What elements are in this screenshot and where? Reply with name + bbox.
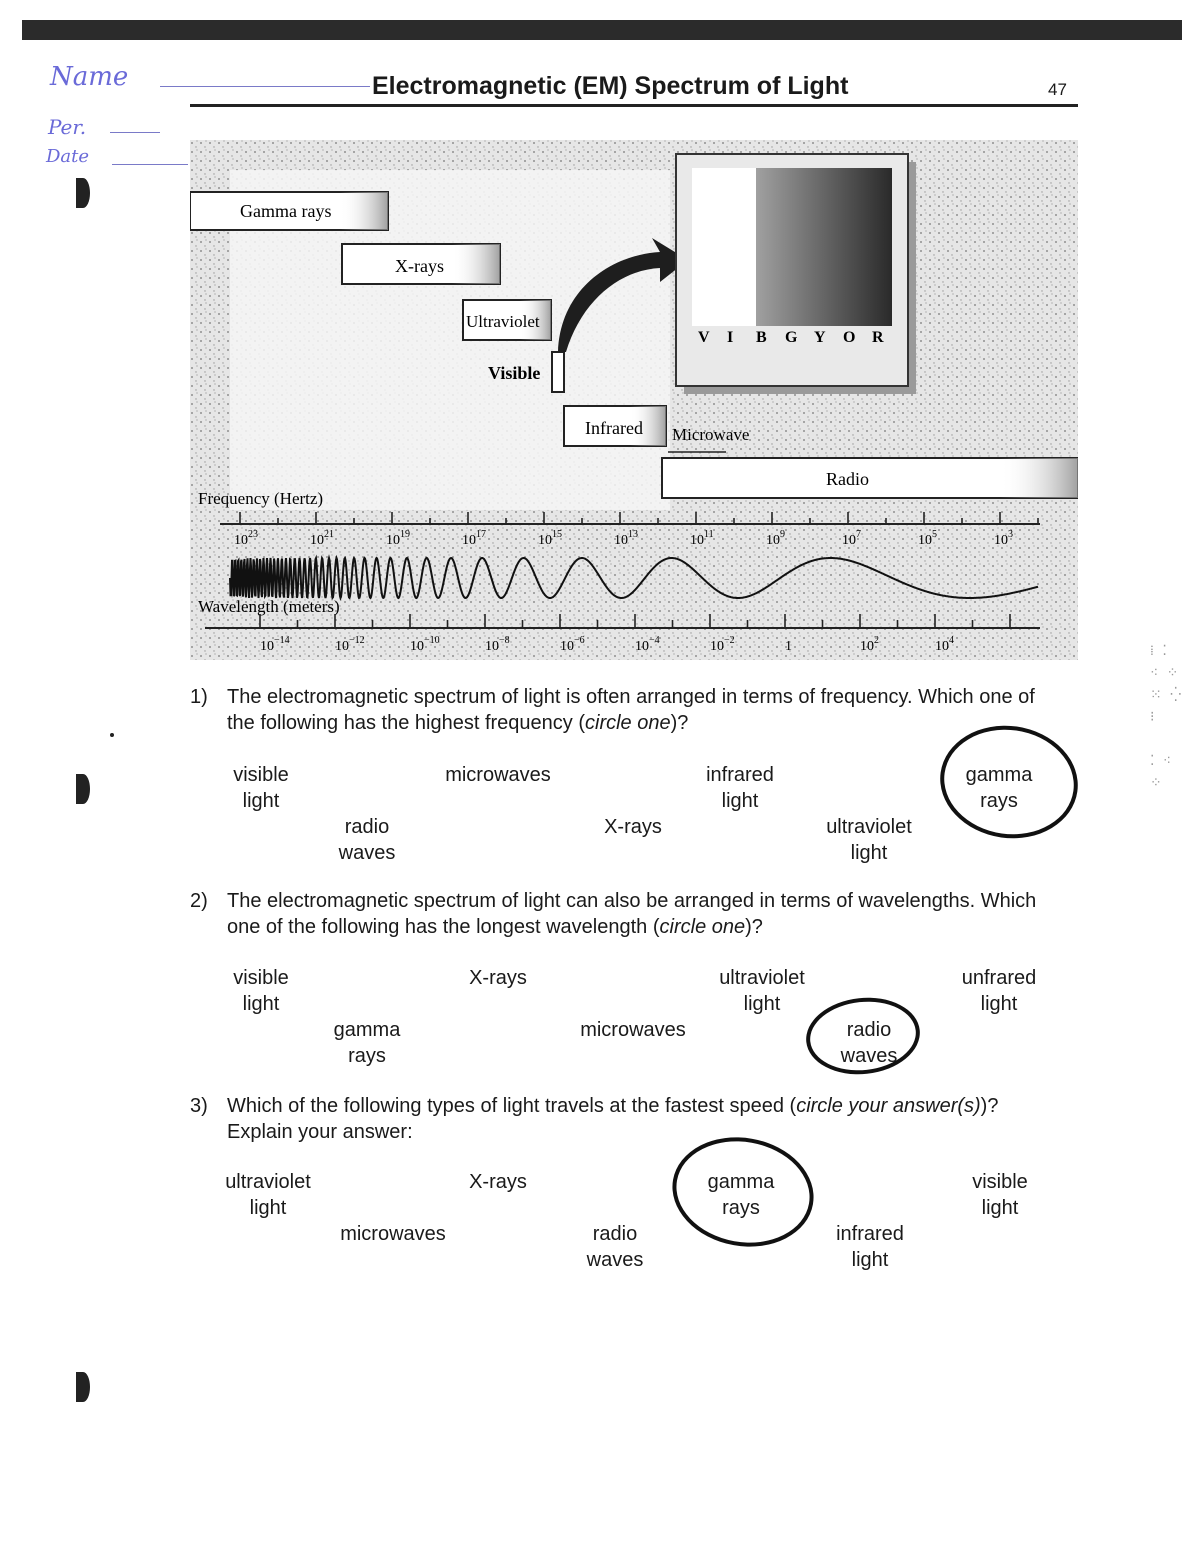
- q1-option-x-rays[interactable]: X-rays: [604, 816, 662, 838]
- q1-option-infrared-light[interactable]: infrared light: [706, 764, 774, 812]
- period-line: [110, 132, 160, 133]
- binder-hole-mark: [76, 178, 90, 208]
- page-number: 47: [1048, 80, 1067, 99]
- frequency-tick-label: $10^{19}$: [386, 529, 410, 548]
- wavelength-tick-label: $10^{-10}$: [410, 635, 440, 654]
- wavelength-tick-label: $10^{-8}$: [485, 635, 510, 654]
- q1-option-ultraviolet-light[interactable]: ultraviolet light: [826, 816, 912, 864]
- question-1-number: 1): [190, 686, 208, 708]
- band-xray-label: X-rays: [395, 256, 444, 276]
- band-ultraviolet: [463, 300, 551, 340]
- em-spectrum-figure: [190, 140, 1078, 660]
- wavelength-tick-label: $10^{-12}$: [335, 635, 365, 654]
- name-label: Name: [50, 62, 129, 92]
- q3-option-ultraviolet-light[interactable]: ultraviolet light: [225, 1171, 311, 1219]
- frequency-tick-label: $10^3$: [994, 529, 1013, 548]
- q1-answer-circle: [933, 717, 1085, 847]
- wavelength-axis-label: Wavelength (meters): [198, 597, 340, 616]
- wavelength-tick-label: $10^4$: [935, 635, 954, 654]
- frequency-tick-label: $10^{17}$: [462, 529, 486, 548]
- color-letter: O: [843, 329, 856, 346]
- q2-option-x-rays[interactable]: X-rays: [469, 967, 527, 989]
- q1-option-microwaves[interactable]: microwaves: [445, 764, 551, 786]
- frequency-tick-label: $10^7$: [842, 529, 861, 548]
- band-visible-label: Visible: [488, 363, 541, 383]
- q3-option-radio-waves[interactable]: radio waves: [586, 1223, 644, 1271]
- frequency-tick-label: $10^9$: [766, 529, 785, 548]
- stray-dot: [110, 733, 114, 737]
- band-microwave-label: Microwave: [672, 425, 750, 444]
- wavelength-tick-label: $10^{-6}$: [560, 635, 585, 654]
- question-1-text: The electromagnetic spectrum of light is often arranged in terms of frequency. Which one of the following has the highest frequency (circle one)?: [227, 686, 1035, 734]
- q3-option-microwaves[interactable]: microwaves: [340, 1223, 446, 1245]
- band-radio: [662, 458, 1078, 498]
- frequency-tick-label: $10^{11}$: [690, 529, 714, 548]
- wavelength-tick-label: $10^2$: [860, 635, 879, 654]
- wavelength-tick-label: $10^{-4}$: [635, 635, 660, 654]
- band-infrared-label: Infrared: [585, 418, 643, 438]
- period-label: Per.: [48, 115, 87, 139]
- color-letter: V: [698, 329, 710, 346]
- q2-option-gamma-rays[interactable]: gamma rays: [333, 1019, 401, 1067]
- q2-option-unfrared-light[interactable]: unfrared light: [961, 967, 1037, 1015]
- band-gamma: [190, 192, 388, 230]
- band-gamma-label: Gamma rays: [240, 201, 332, 221]
- wavelength-tick-label: $10^{-2}$: [710, 635, 735, 654]
- color-letter: R: [872, 329, 884, 346]
- color-letter: Y: [814, 329, 826, 346]
- date-label: Date: [46, 146, 90, 167]
- band-ultraviolet-label: Ultraviolet: [466, 312, 540, 331]
- frequency-axis-label: Frequency (Hertz): [198, 489, 324, 508]
- band-infrared: [564, 406, 666, 446]
- binder-hole-mark: [76, 774, 90, 804]
- wavelength-tick-label: 1: [785, 639, 792, 654]
- q2-option-visible-light[interactable]: visible light: [233, 967, 289, 1015]
- q1-option-radio-waves[interactable]: radio waves: [338, 816, 396, 864]
- q1-option-visible-light[interactable]: visible light: [233, 764, 289, 812]
- visible-spectrum-panel: [676, 154, 916, 394]
- name-line: [160, 86, 370, 87]
- color-letter: G: [785, 329, 798, 346]
- page-title: Electromagnetic (EM) Spectrum of Light: [372, 72, 849, 100]
- q2-option-microwaves[interactable]: microwaves: [580, 1019, 686, 1041]
- q1-option-gamma-rays[interactable]: gamma rays: [965, 764, 1033, 812]
- q2-option-ultraviolet-light[interactable]: ultraviolet light: [719, 967, 805, 1015]
- scan-top-bar: [22, 20, 1182, 40]
- q3-option-infrared-light[interactable]: infrared light: [836, 1223, 904, 1271]
- band-xray: [342, 244, 500, 284]
- question-2-text: The electromagnetic spectrum of light can also be arranged in terms of wavelengths. Which one of the following has the longest wavelength (circle one)?: [227, 890, 1037, 938]
- frequency-tick-label: $10^{13}$: [614, 529, 638, 548]
- q3-option-gamma-rays[interactable]: gamma rays: [707, 1171, 775, 1219]
- color-letter: I: [727, 329, 734, 346]
- frequency-tick-label: $10^5$: [918, 529, 937, 548]
- date-line: [112, 164, 188, 165]
- wavelength-tick-label: $10^{-14}$: [260, 635, 290, 654]
- binder-hole-mark: [76, 1372, 90, 1402]
- frequency-tick-label: $10^{21}$: [310, 529, 334, 548]
- question-2-number: 2): [190, 890, 208, 912]
- q3-option-x-rays[interactable]: X-rays: [469, 1171, 527, 1193]
- band-radio-label: Radio: [826, 469, 869, 489]
- question-3-number: 3): [190, 1095, 208, 1117]
- title-rule: [190, 104, 1078, 107]
- question-3-text: Which of the following types of light travels at the fastest speed (circle your answer(s))? Explain your answer:: [227, 1095, 999, 1143]
- color-letter: B: [756, 329, 767, 346]
- bleed-through-marks: ⁞ ⁚ ⁖ ⁘ ⁙ ⁛ ⁝ ⁚ ⁖ ⁘: [1150, 643, 1182, 791]
- q2-option-radio-waves[interactable]: radio waves: [840, 1019, 898, 1067]
- frequency-tick-label: $10^{23}$: [234, 529, 258, 548]
- frequency-tick-label: $10^{15}$: [538, 529, 562, 548]
- q3-option-visible-light[interactable]: visible light: [972, 1171, 1028, 1219]
